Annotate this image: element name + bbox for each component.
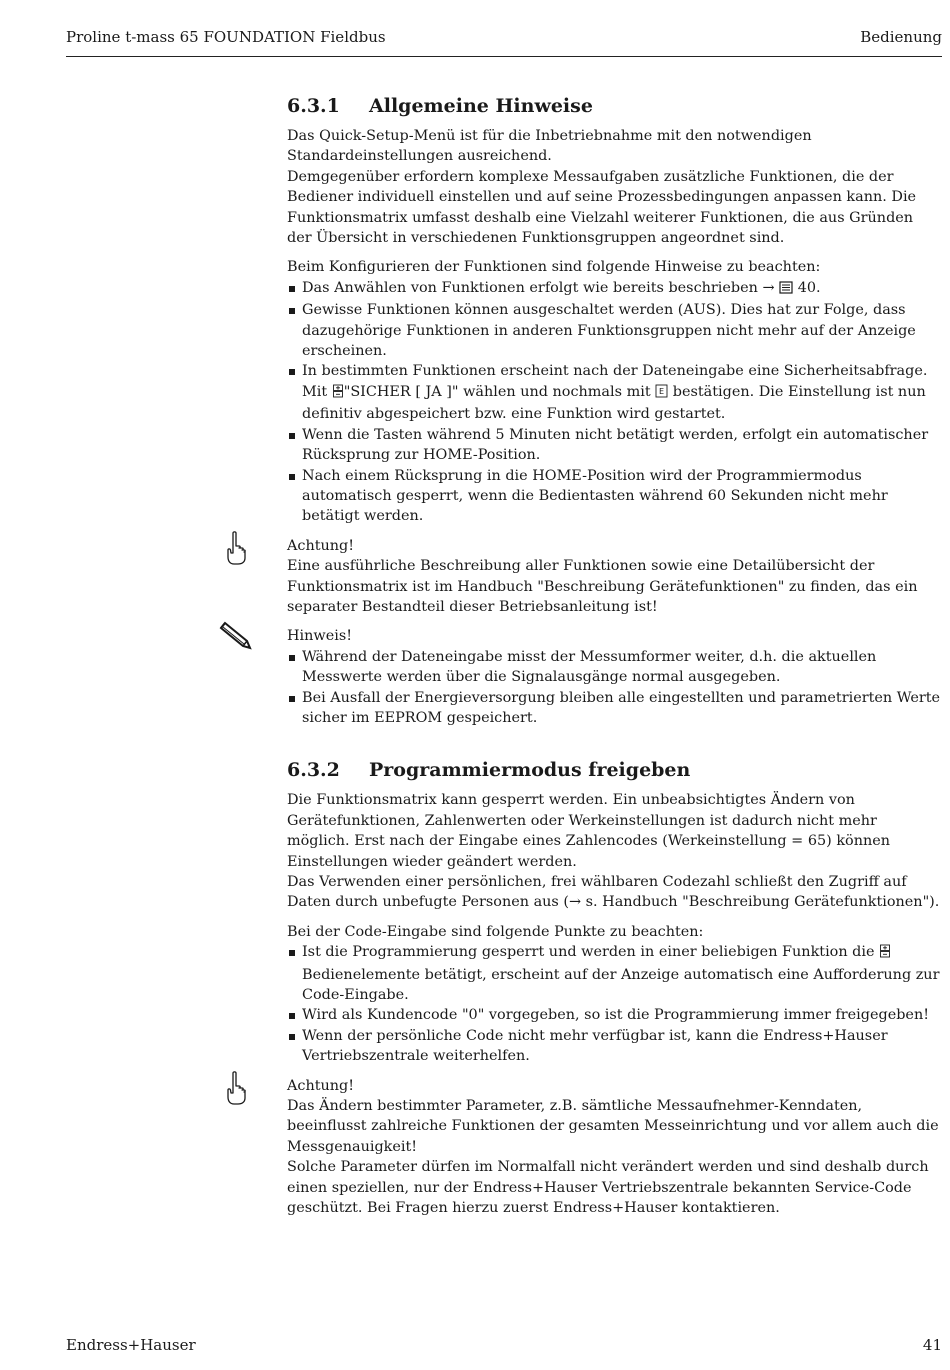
list-item: Während der Dateneingabe misst der Messumformer weiter, d.h. die aktuellen Messwerte werden über die Signalausgänge normal ausgegeben.: [287, 647, 942, 688]
pointing-hand-icon: [221, 530, 251, 566]
bullet-list: [287, 942, 942, 1066]
company-name: Endress+Hauser: [66, 1336, 196, 1354]
list-item: Nach einem Rücksprung in die HOME-Position wird der Programmiermodus automatisch gesperrt, wenn die Bedientasten während 60 Sekunden nicht mehr betätigt werden.: [287, 466, 942, 527]
bullet-list: [287, 647, 942, 729]
plus-minus-key-icon: [879, 944, 891, 964]
paragraph: Das Verwenden einer persönlichen, frei wählbaren Codezahl schließt den Zugriff auf Daten durch unbefugte Personen aus (→ s. Handbuch "Beschreibung Gerätefunktionen").: [287, 874, 940, 911]
caution-block: [287, 1076, 942, 1219]
list-item: Gewisse Funktionen können ausgeschaltet werden (AUS). Dies hat zur Folge, dass dazugehörige Funktionen in anderen Funktionsgruppen nicht mehr auf der Anzeige erscheinen.: [287, 300, 942, 361]
caution-label: Achtung!: [287, 1077, 355, 1094]
page-reference-icon: [779, 280, 793, 300]
note-block: [287, 626, 942, 728]
list-item: In bestimmten Funktionen erscheint nach der Dateneingabe eine Sicherheitsabfrage. Mit "SICHER [ JA ]" wählen und nochmals mit E bestätigen. Die Einstellung ist nun definitiv abgespeichert bzw. eine Funktion wird gestartet.: [287, 361, 942, 424]
paragraph: Das Quick-Setup-Menü ist für die Inbetriebnahme mit den notwendigen Standardeinstellungen ausreichend.: [287, 128, 812, 165]
list-item: Wenn die Tasten während 5 Minuten nicht betätigt werden, erfolgt ein automatischer Rücksprung zur HOME-Position.: [287, 425, 942, 466]
page-header: [66, 28, 942, 50]
list-item: Das Anwählen von Funktionen erfolgt wie bereits beschrieben → 40.: [287, 278, 942, 300]
page-footer: [66, 1336, 942, 1358]
section-number: 6.3.1: [287, 95, 340, 117]
list-intro: Beim Konfigurieren der Funktionen sind folgende Hinweise zu beachten:: [287, 259, 821, 276]
caution-text: Solche Parameter dürfen im Normalfall nicht verändert werden und sind deshalb durch einen speziellen, nur der Endress+Hauser Vertriebszentrale bekannten Service-Code geschützt. Bei Fragen hierzu zuerst Endress+Hauser kontaktieren.: [287, 1159, 929, 1217]
plus-minus-key-icon: [332, 384, 344, 404]
svg-text:E: E: [659, 386, 665, 396]
list-item: Wird als Kundencode "0" vorgegeben, so ist die Programmierung immer freigegeben!: [287, 1005, 942, 1025]
pencil-icon: [217, 620, 255, 652]
section-title: Programmiermodus freigeben: [369, 759, 691, 782]
enter-key-icon: [655, 384, 668, 404]
pointing-hand-icon: [221, 1070, 251, 1106]
caution-block: [287, 536, 942, 618]
note-label: Hinweis!: [287, 628, 353, 645]
page-content: [287, 94, 942, 1219]
paragraph: Die Funktionsmatrix kann gesperrt werden. Ein unbeabsichtigtes Ändern von Gerätefunktionen, Zahlenwerten oder Werkeinstellungen ist dadurch nicht mehr möglich. Erst nach der Eingabe eines Zahlencodes (Werkeinstellung = 65) können Einstellungen wieder geändert werden.: [287, 792, 891, 870]
paragraph: Demgegenüber erfordern komplexe Messaufgaben zusätzliche Funktionen, die der Bediener individuell einstellen und auf seine Prozessbedingungen anpassen kann. Die Funktionsmatrix umfasst deshalb eine Vielzahl weiterer Funktionen, die aus Gründen der Übersicht in verschiedenen Funktionsgruppen angeordnet sind.: [287, 168, 917, 247]
list-item: Wenn der persönliche Code nicht mehr verfügbar ist, kann die Endress+Hauser Vertriebszentrale weiterhelfen.: [287, 1026, 942, 1067]
caution-text: Eine ausführliche Beschreibung aller Funktionen sowie eine Detailübersicht der Funktionsmatrix ist im Handbuch "Beschreibung Gerätefunktionen" zu finden, das ein separater Bestandteil dieser Betriebsanleitung ist!: [287, 558, 918, 615]
caution-label: Achtung!: [287, 537, 355, 554]
section-number: 6.3.2: [287, 759, 340, 782]
document-title: Proline t-mass 65 FOUNDATION Fieldbus: [66, 28, 386, 46]
header-divider: [66, 56, 942, 57]
section-heading-631: [287, 94, 942, 118]
bullet-list: [287, 278, 942, 527]
chapter-title: Bedienung: [860, 28, 942, 46]
page-number: 41: [922, 1336, 942, 1354]
section-heading-632: [287, 758, 942, 782]
list-item: Bei Ausfall der Energieversorgung bleiben alle eingestellten und parametrierten Werte sicher im EEPROM gespeichert.: [287, 688, 942, 729]
list-intro: Bei der Code-Eingabe sind folgende Punkte zu beachten:: [287, 923, 704, 940]
caution-text: Das Ändern bestimmter Parameter, z.B. sämtliche Messaufnehmer-Kenndaten, beeinflusst zahlreiche Funktionen der gesamten Messeinrichtung und vor allem auch die Messgenauigkeit!: [287, 1098, 939, 1155]
list-item: Ist die Programmierung gesperrt und werden in einer beliebigen Funktion die Bedienelemente betätigt, erscheint auf der Anzeige automatisch eine Aufforderung zur Code-Eingabe.: [287, 942, 942, 1005]
section-title: Allgemeine Hinweise: [369, 95, 593, 117]
